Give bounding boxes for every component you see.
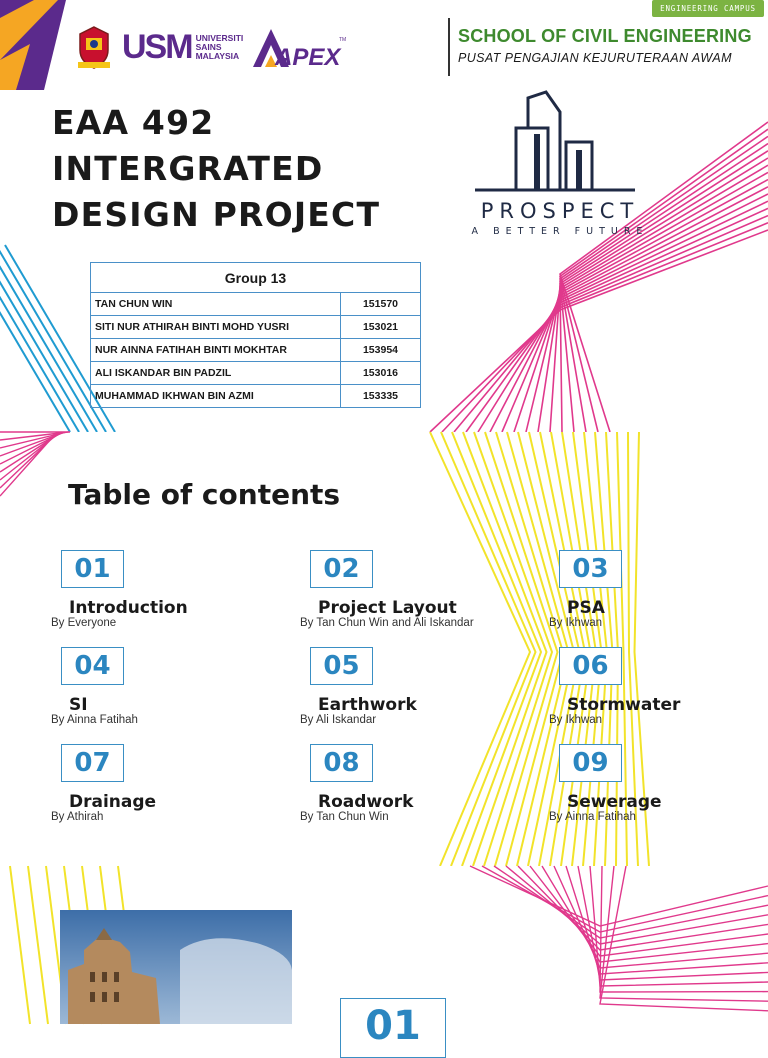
section-number: 01: [340, 998, 446, 1058]
toc-number: 01: [61, 550, 124, 588]
logo-row: [74, 22, 347, 72]
usm-logo-text: USM: [122, 27, 192, 66]
university-crest-icon: [74, 24, 114, 70]
toc-label: Earthwork: [318, 695, 417, 715]
toc-label: Roadwork: [318, 792, 414, 812]
toc-item-roadwork[interactable]: [300, 744, 540, 834]
section-slide: [0, 866, 768, 1049]
toc-number: 09: [559, 744, 622, 782]
toc-item-introduction[interactable]: [51, 550, 291, 640]
project-title: [52, 100, 380, 238]
toc-item-drainage[interactable]: [51, 744, 291, 834]
table-row: ALI ISKANDAR BIN PADZIL 153016: [91, 362, 421, 385]
toc-item-earthwork[interactable]: [300, 647, 540, 737]
table-row: SITI NUR ATHIRAH BINTI MOHD YUSRI 153021: [91, 316, 421, 339]
engineering-campus-badge: ENGINEERING CAMPUS: [652, 0, 764, 17]
building-photo: [60, 910, 292, 1024]
title-line: INTERGRATED: [52, 149, 324, 188]
prospect-tagline: A BETTER FUTURE: [471, 226, 649, 237]
toc-item-stormwater[interactable]: [549, 647, 759, 737]
title-line: EAA 492: [52, 103, 215, 142]
title-slide: [0, 0, 768, 432]
toc-title: Table of contents: [68, 478, 341, 511]
school-divider: [448, 18, 450, 76]
toc-author: By Ikhwan: [549, 714, 603, 726]
svg-text:TM: TM: [339, 37, 347, 43]
toc-label: Sewerage: [567, 792, 662, 812]
toc-author: By Ikhwan: [549, 617, 603, 629]
toc-author: By Ainna Fatihah: [549, 811, 636, 823]
toc-number: 02: [310, 550, 373, 588]
toc-author: By Ali Iskandar: [300, 714, 377, 726]
toc-item-project-layout[interactable]: [300, 550, 540, 640]
table-row: TAN CHUN WIN 151570: [91, 293, 421, 316]
svg-text:APEX: APEX: [275, 44, 341, 71]
toc-label: Stormwater: [567, 695, 681, 715]
group-heading: Group 13: [91, 263, 421, 293]
school-subtitle: PUSAT PENGAJIAN KEJURUTERAAN AWAM: [458, 51, 732, 65]
toc-author: By Everyone: [51, 617, 117, 629]
toc-item-psa[interactable]: [549, 550, 759, 640]
toc-number: 08: [310, 744, 373, 782]
toc-author: By Tan Chun Win and Ali Iskandar: [300, 617, 474, 629]
title-line: DESIGN PROJECT: [52, 195, 381, 234]
toc-item-si[interactable]: [51, 647, 291, 737]
toc-author: By Ainna Fatihah: [51, 714, 138, 726]
toc-number: 04: [61, 647, 124, 685]
toc-label: SI: [69, 695, 88, 715]
apex-logo: [251, 25, 347, 69]
prospect-name: PROSPECT: [480, 199, 640, 223]
table-row: NUR AINNA FATIHAH BINTI MOKHTAR 153954: [91, 339, 421, 362]
table-of-contents-slide: [0, 432, 768, 866]
school-title: SCHOOL OF CIVIL ENGINEERING: [458, 26, 752, 46]
toc-number: 07: [61, 744, 124, 782]
toc-number: 06: [559, 647, 622, 685]
toc-label: PSA: [567, 598, 605, 618]
group-members-table: [90, 262, 421, 408]
toc-label: Project Layout: [318, 598, 457, 618]
toc-number: 05: [310, 647, 373, 685]
toc-author: By Athirah: [51, 811, 104, 823]
toc-label: Drainage: [69, 792, 157, 812]
prospect-logo: [450, 88, 670, 238]
toc-number: 03: [559, 550, 622, 588]
usm-logo-subtitle: UNIVERSITI SAINS MALAYSIA: [195, 32, 244, 61]
toc-author: By Tan Chun Win: [300, 811, 389, 823]
toc-item-sewerage[interactable]: [549, 744, 759, 834]
table-row: MUHAMMAD IKHWAN BIN AZMI 153335: [91, 385, 421, 408]
toc-label: Introduction: [69, 598, 188, 618]
